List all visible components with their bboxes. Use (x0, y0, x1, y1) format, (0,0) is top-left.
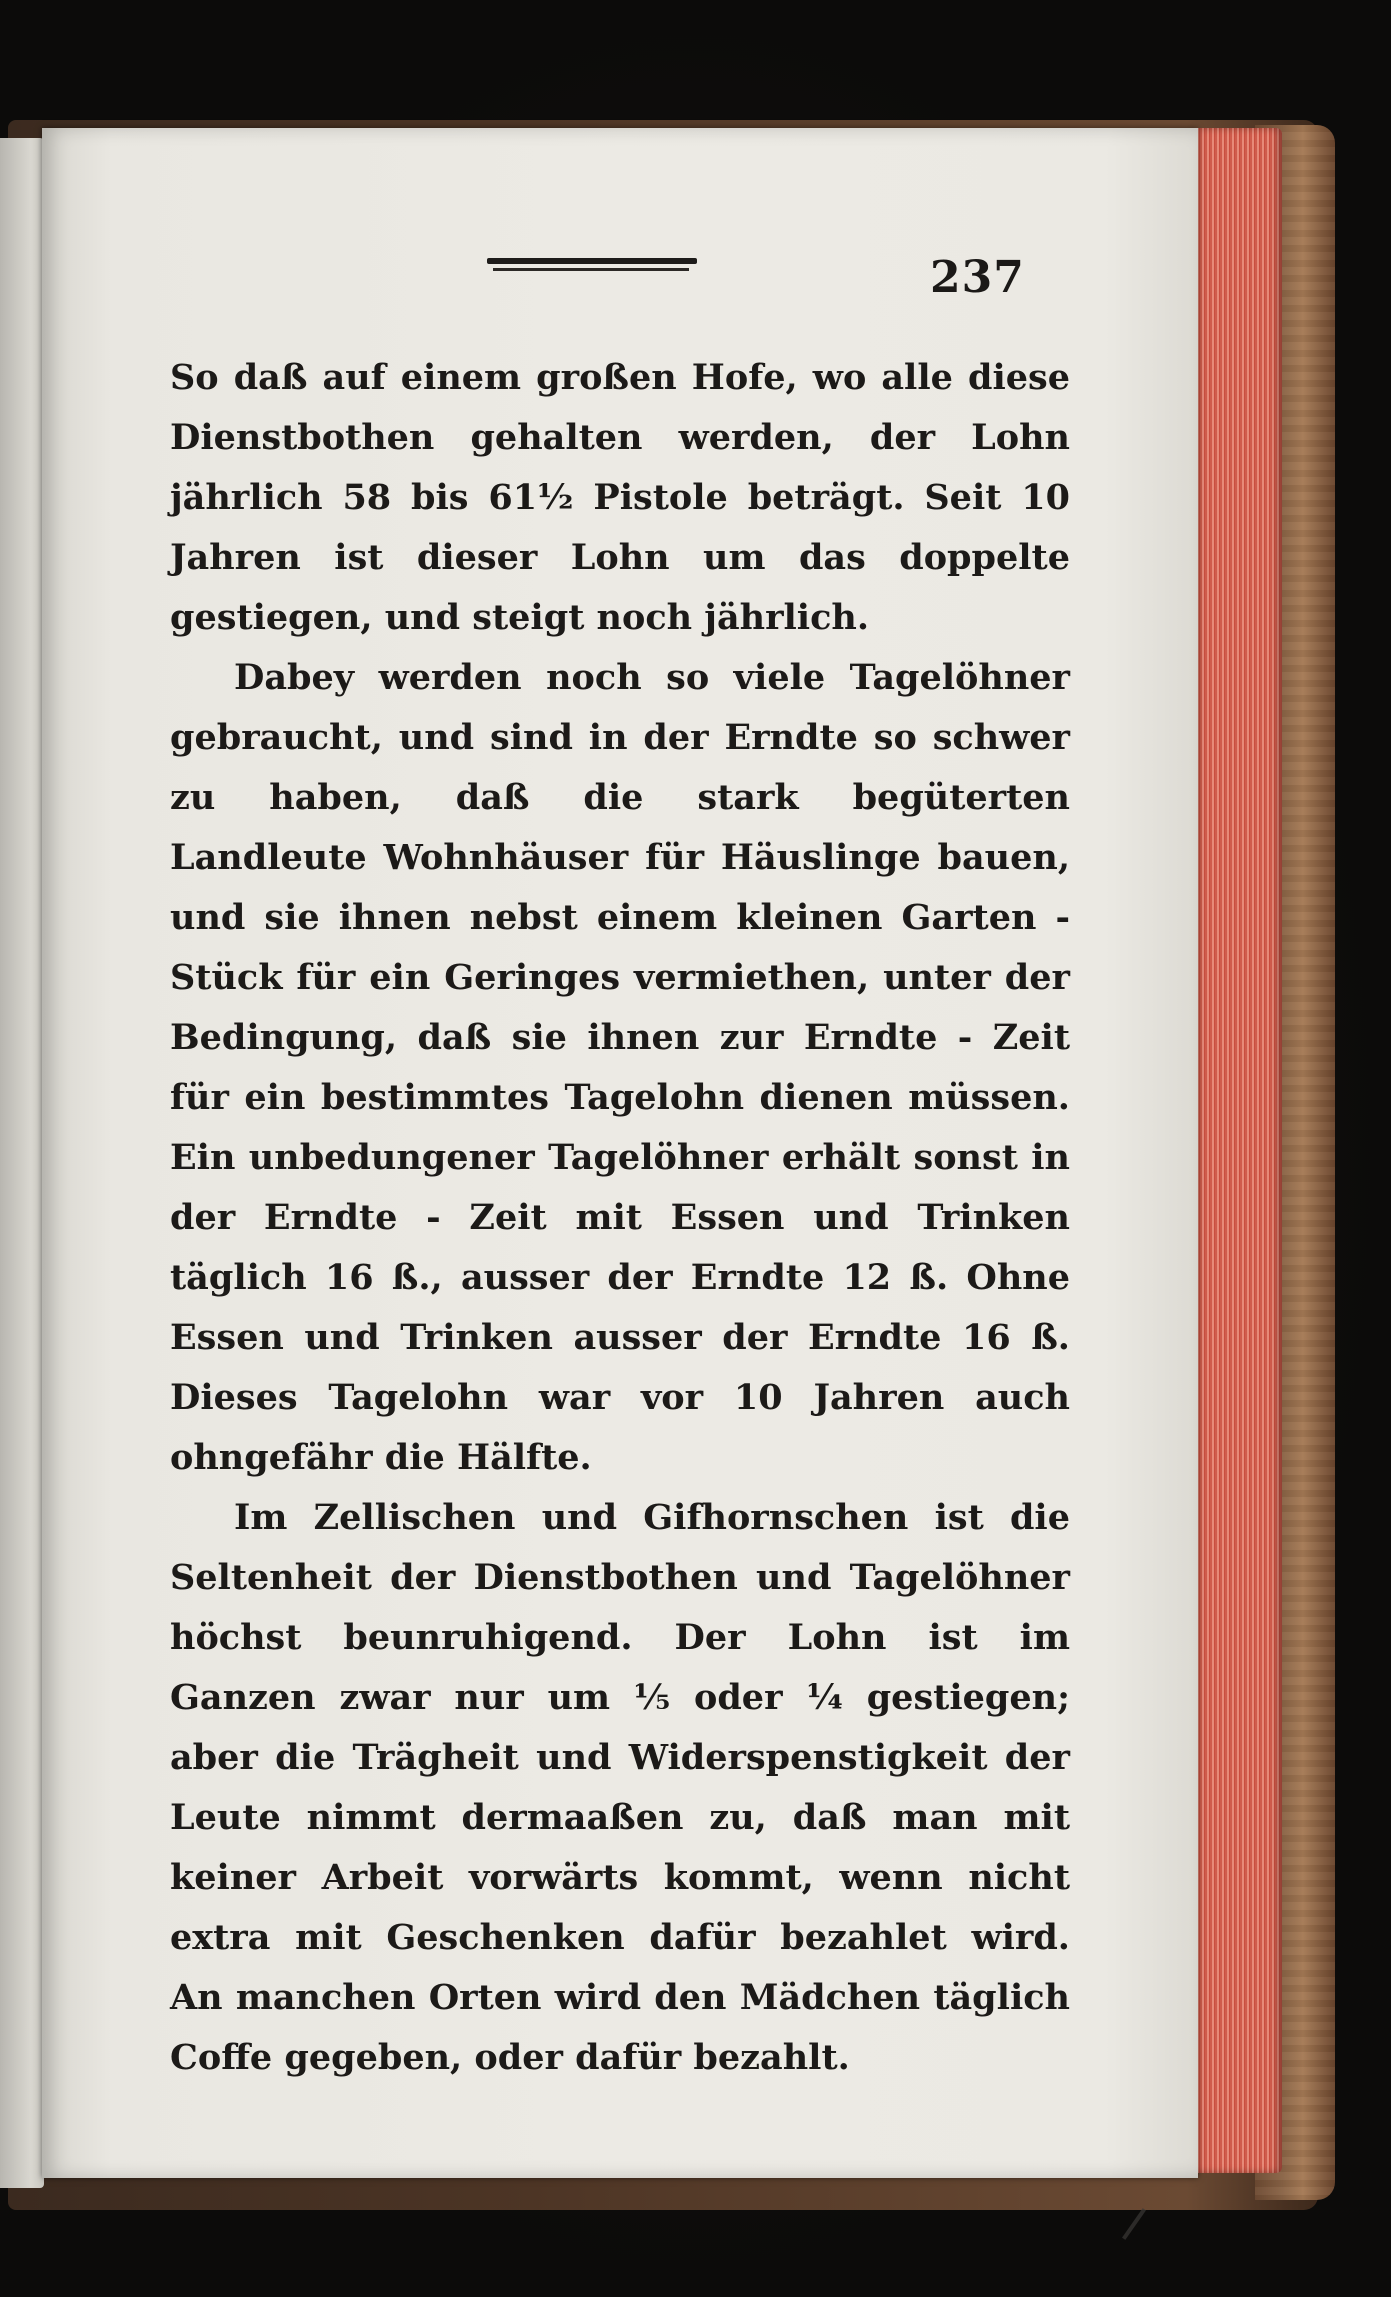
body-text (170, 348, 1070, 2088)
header-rule-thin (493, 268, 689, 271)
book-page (42, 128, 1198, 2178)
paragraph-1: So daß auf einem großen Hofe, wo alle diese Dienstbothen gehalten werden, der Lohn jährlich 58 bis 61½ Pistole beträgt. Seit 10 Jahren ist dieser Lohn um das doppelte gestiegen, und steigt noch jährlich. (170, 357, 1070, 638)
pencil-mark (1122, 2208, 1146, 2240)
header-rule-ornament (487, 258, 697, 274)
left-page-sliver (0, 138, 44, 2188)
page-number: 237 (930, 252, 1025, 303)
paragraph-3: Im Zellischen und Gifhornschen ist die Seltenheit der Dienstbothen und Tagelöhner höchst beunruhigend. Der Lohn ist im Ganzen zwar nur um ⅕ oder ¼ gestiegen; aber die Trägheit und Widerspenstigkeit der Leute nimmt dermaaßen zu, daß man mit keiner Arbeit vorwärts kommt, wenn nicht extra mit Geschenken dafür bezahlet wird. An manchen Orten wird den Mädchen täglich Coffe gegeben, oder dafür bezahlt. (170, 1497, 1070, 2078)
paragraph-2: Dabey werden noch so viele Tagelöhner gebraucht, und sind in der Erndte so schwer zu haben, daß die stark begüterten Landleute Wohnhäuser für Häuslinge bauen, und sie ihnen nebst einem kleinen Garten - Stück für ein Geringes vermiethen, unter der Bedingung, daß sie ihnen zur Erndte - Zeit für ein bestimmtes Tagelohn dienen müssen. Ein unbedungener Tagelöhner erhält sonst in der Erndte - Zeit mit Essen und Trinken täglich 16 ß., ausser der Erndte 12 ß. Ohne Essen und Trinken ausser der Erndte 16 ß. Dieses Tagelohn war vor 10 Jahren auch ohngefähr die Hälfte. (170, 657, 1070, 1478)
header-rule-thick (487, 258, 697, 264)
